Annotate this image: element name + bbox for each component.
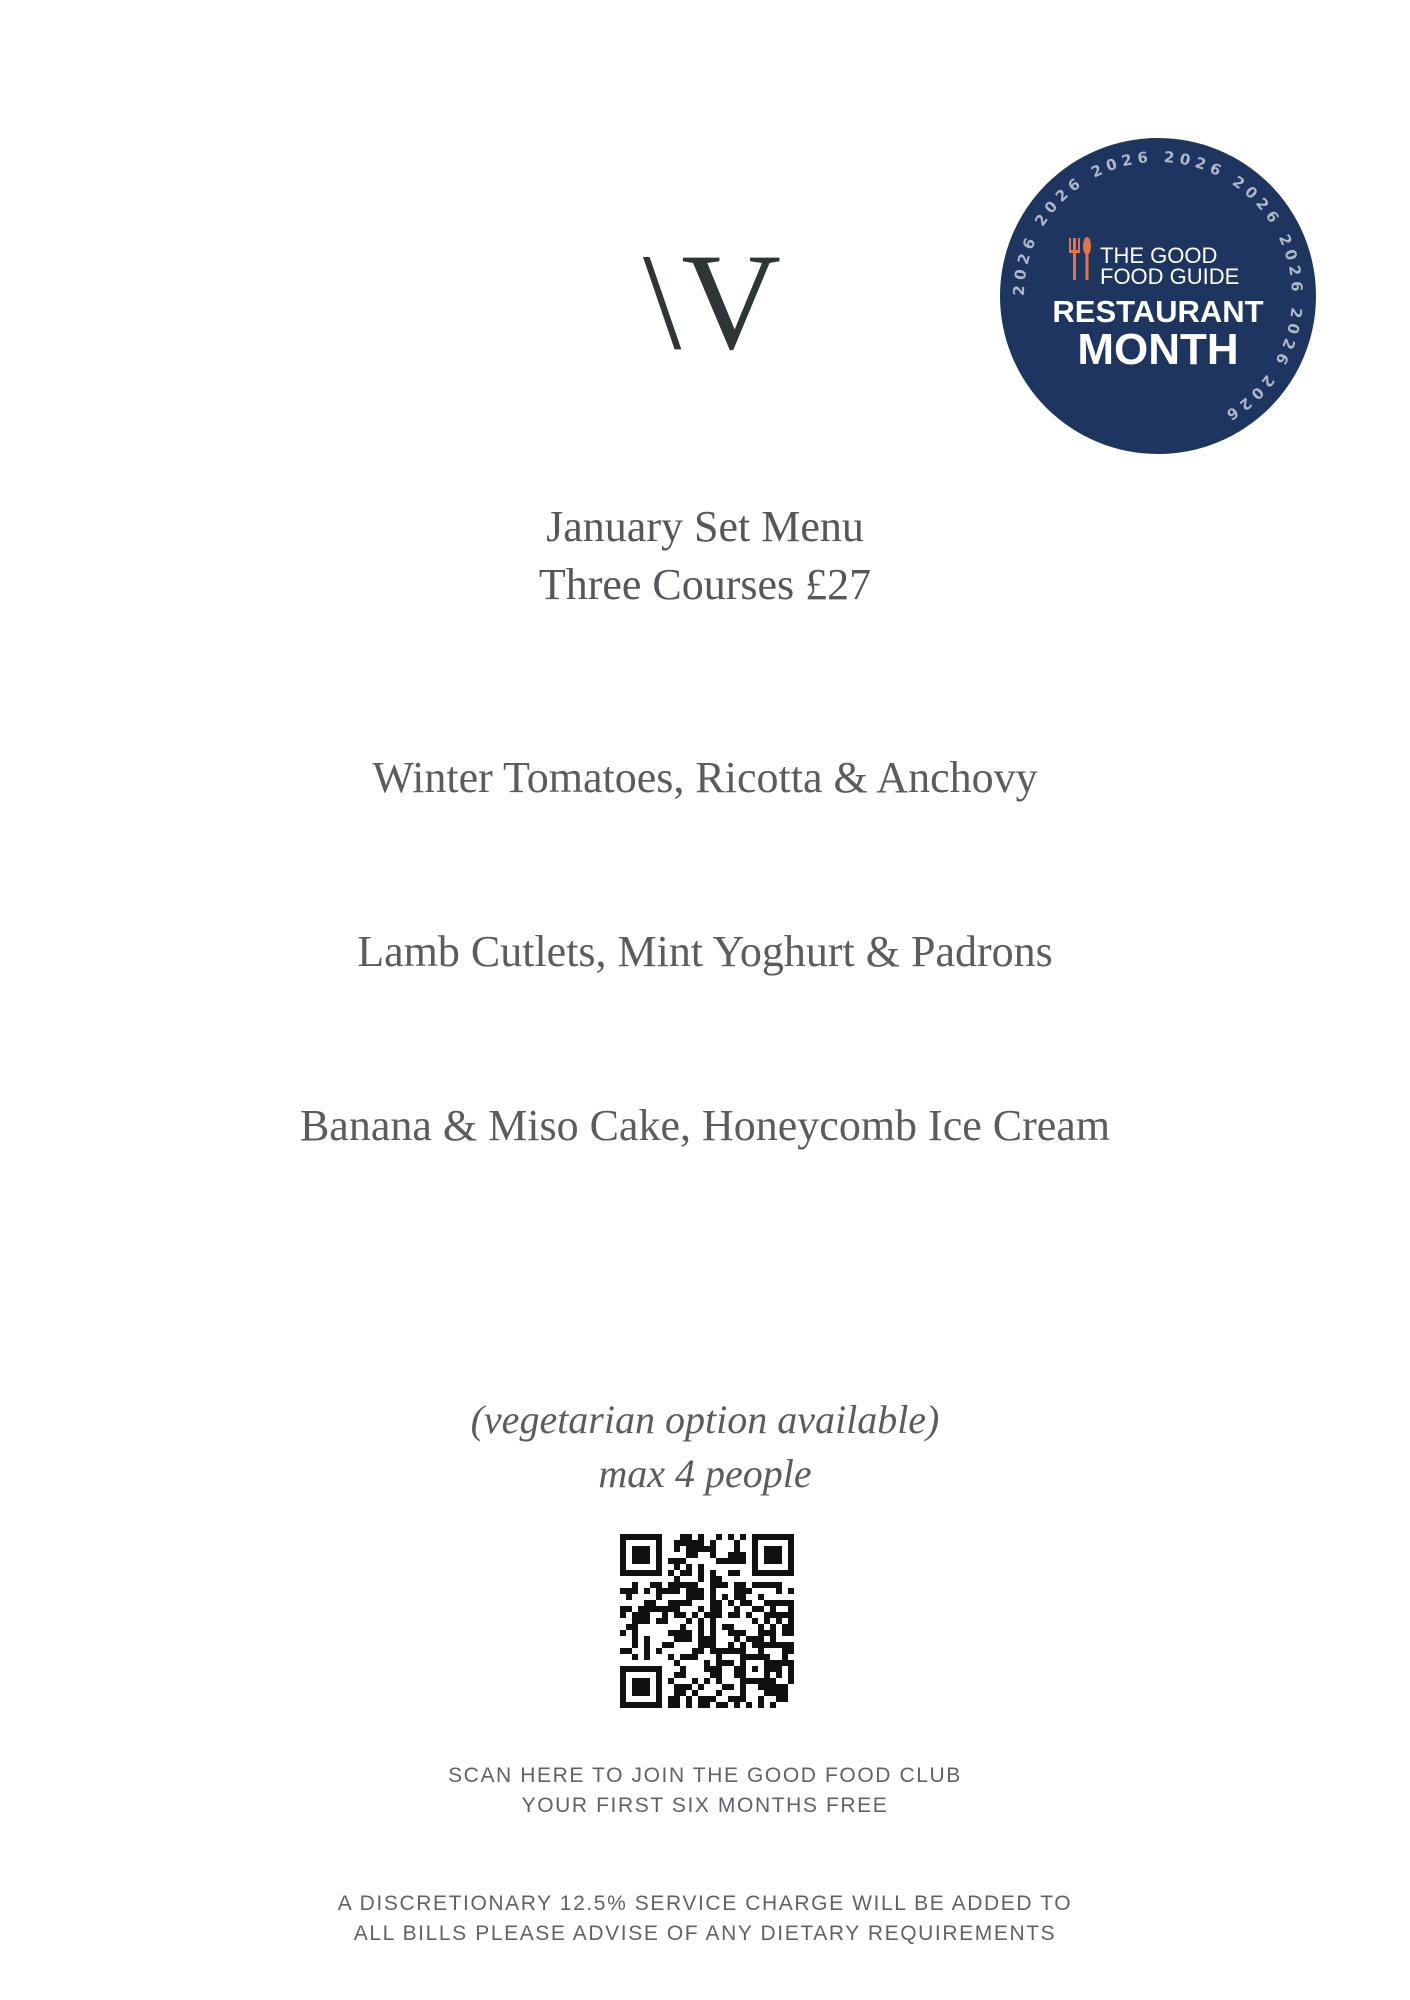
club-signup-line: SCAN HERE TO JOIN THE GOOD FOOD CLUB bbox=[448, 1764, 962, 1787]
badge-line-1: THE GOOD bbox=[1100, 243, 1218, 268]
badge-line-4: MONTH bbox=[1077, 325, 1239, 374]
menu-title: January Set Menu bbox=[546, 502, 864, 551]
badge-line-3: RESTAURANT bbox=[1052, 294, 1264, 329]
dish-dessert: Banana & Miso Cake, Honeycomb Ice Cream bbox=[299, 1101, 1111, 1150]
badge-ring-text: 2026 2026 2026 2026 2026 2026 2026 2026 bbox=[1009, 147, 1307, 427]
group-size-note: max 4 people bbox=[598, 1451, 812, 1496]
service-charge-note: A DISCRETIONARY 12.5% SERVICE CHARGE WILL BE ADDED TO bbox=[337, 1892, 1073, 1915]
good-food-guide-badge bbox=[1000, 138, 1316, 454]
qr-code-icon[interactable] bbox=[620, 1534, 794, 1708]
badge-line-2: FOOD GUIDE bbox=[1100, 264, 1240, 289]
dietary-note: ALL BILLS PLEASE ADVISE OF ANY DIETARY REQUIREMENTS bbox=[353, 1922, 1057, 1945]
vegetarian-note: (vegetarian option available) bbox=[470, 1397, 940, 1442]
restaurant-logo bbox=[622, 230, 802, 370]
dish-starter: Winter Tomatoes, Ricotta & Anchovy bbox=[372, 753, 1038, 802]
dish-main: Lamb Cutlets, Mint Yoghurt & Padrons bbox=[357, 927, 1053, 976]
club-offer-line: YOUR FIRST SIX MONTHS FREE bbox=[521, 1794, 889, 1817]
logo-monogram: \V bbox=[643, 230, 781, 370]
menu-price: Three Courses £27 bbox=[538, 560, 872, 609]
